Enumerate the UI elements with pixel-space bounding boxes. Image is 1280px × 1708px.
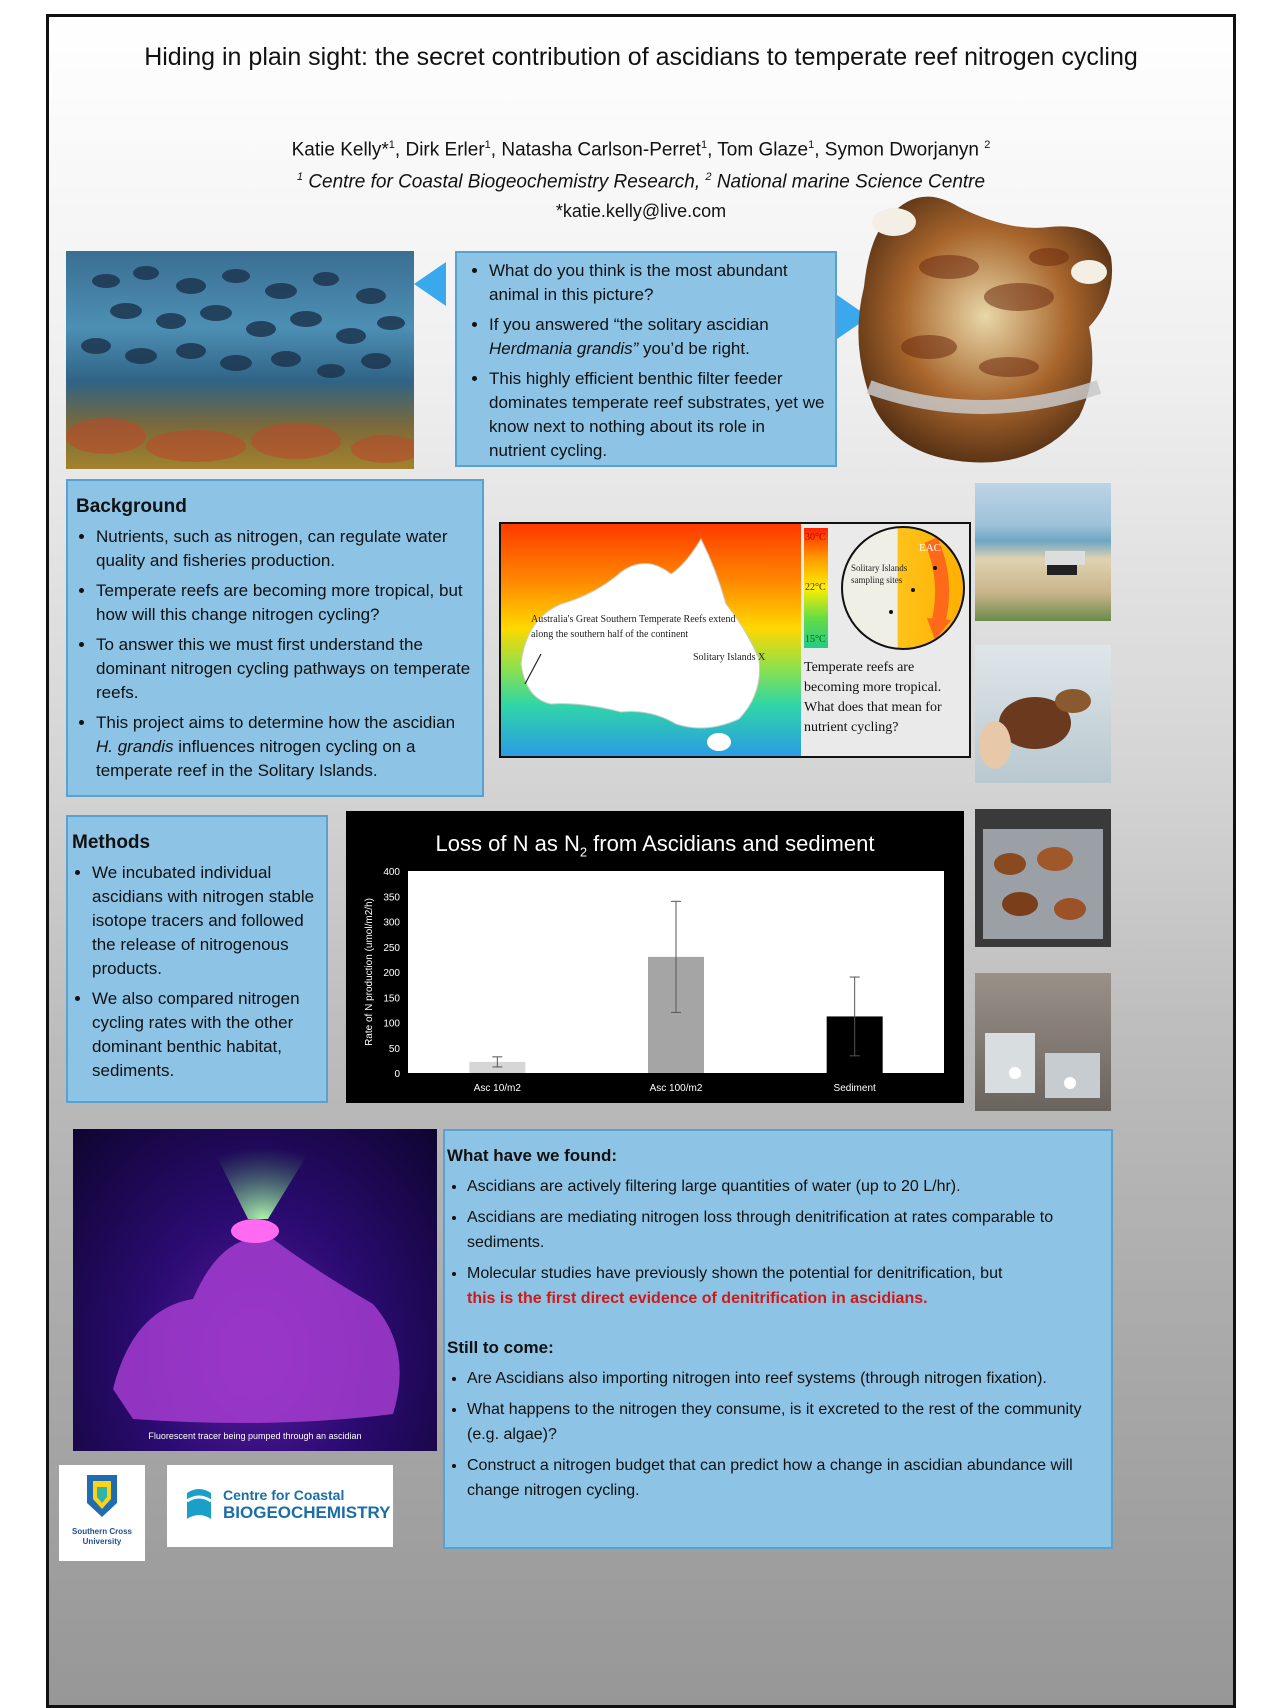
ascidian-graphic [849, 177, 1121, 469]
scu-shield-icon [59, 1465, 145, 1525]
legend-label-30: 30°C [805, 532, 826, 543]
x-tick-label: Sediment [833, 1083, 876, 1094]
author-name: Symon Dworjanyn [824, 139, 979, 161]
author-name: Katie Kelly* [291, 139, 389, 161]
map-caption: Temperate reefs are becoming more tropical. What does that mean for nutrient cycling? [804, 660, 942, 735]
arrow-left-icon [414, 262, 446, 306]
ascidian-photo [849, 177, 1121, 469]
y-tick-label: 150 [383, 993, 400, 1005]
boat-graphic [975, 483, 1111, 621]
y-tick-label: 250 [383, 942, 400, 954]
poster [46, 14, 1236, 1708]
y-tick-label: 300 [383, 917, 400, 929]
scu-logo-text: Southern Cross University [71, 1527, 132, 1546]
key-finding-highlight: this is the first direct evidence of denitrification in ascidians. [467, 1290, 928, 1307]
chart-title-main: Loss of N as N [435, 831, 580, 856]
fluorescent-tracer-graphic [73, 1129, 437, 1451]
reef-label: Australia's Great Southern Temperate Reefs extend along the southern half of the continent [531, 614, 736, 640]
fluorescent-tracer-photo [73, 1129, 437, 1451]
author-name: Dirk Erler [405, 139, 485, 161]
poster-title: Hiding in plain sight: the secret contribution of ascidians to temperate reef nitrogen cycling [144, 43, 1138, 71]
chart-title-subscript: 2 [579, 844, 588, 860]
author-affil-sup: 1 [484, 139, 491, 151]
chart-title-rest: from Ascidians and sediment [587, 831, 875, 856]
species-name: H. grandis [96, 737, 174, 756]
n2-loss-chart [346, 811, 964, 1103]
findings-box [443, 1129, 1113, 1549]
future-bullet: • Are Ascidians also importing nitrogen into reef systems (through nitrogen fixation). [467, 1366, 1103, 1391]
y-tick-label: 400 [383, 867, 400, 878]
chart-plot [346, 811, 964, 1103]
x-tick-label: Asc 10/m2 [473, 1083, 521, 1094]
fish-school-graphic [66, 251, 414, 469]
affil-sup: 1 [296, 171, 304, 183]
findings-heading: What have we found: [447, 1146, 617, 1165]
lab-setup-photo [975, 973, 1111, 1111]
y-tick-label: 50 [388, 1043, 400, 1055]
author-affil-sup: 1 [808, 139, 815, 151]
intro-box [455, 251, 837, 467]
ccb-wave-icon [167, 1465, 217, 1547]
author-affil-sup: 1 [700, 139, 708, 151]
findings-bullet: • Ascidians are mediating nitrogen loss through denitrification at rates comparable to sediments. [467, 1205, 1103, 1255]
site-x-marker: X [758, 652, 766, 663]
findings-bullet [467, 1261, 1103, 1311]
ccb-logo-line1: Centre for Coastal [223, 1487, 345, 1503]
methods-heading: Methods [72, 832, 151, 853]
ccb-logo [167, 1465, 393, 1547]
affil-name: Centre for Coastal Biogeochemistry Research, [308, 171, 701, 193]
author-name: Tom Glaze [717, 139, 809, 161]
sst-map-figure [499, 522, 971, 758]
scu-logo [59, 1465, 145, 1561]
affil-name: National marine Science Centre [716, 171, 986, 193]
background-bullet-text: influences nitrogen cycling on a temperate reef in the Solitary Islands. [96, 737, 416, 780]
y-axis-label: Rate of N production (umol/m2/h) [364, 898, 375, 1046]
y-tick-label: 0 [394, 1069, 400, 1080]
background-box [66, 479, 484, 797]
future-bullet: • Construct a nitrogen budget that can predict how a change in ascidian abundance will change nitrogen cycling. [467, 1453, 1103, 1503]
solitary-islands-text: Solitary Islands [693, 652, 756, 663]
future-bullet: • What happens to the nitrogen they consume, is it excreted to the rest of the community (e.g. algae)? [467, 1397, 1103, 1447]
intro-bullet: • What do you think is the most abundant animal in this picture? [489, 259, 825, 307]
intro-bullet: • This highly efficient benthic filter feeder dominates temperate reef substrates, yet we know next to nothing about its role in nutrient cycling. [489, 367, 825, 463]
eac-current-arrow [843, 528, 965, 650]
solitary-islands-label [693, 652, 765, 663]
y-tick-label: 350 [383, 892, 400, 904]
background-heading: Background [76, 496, 187, 517]
author-affil-sup: 1 [388, 139, 395, 151]
intro-bullet-text: you’d be right. [638, 339, 750, 358]
ascidian-in-hand-photo [975, 645, 1111, 783]
ascidian-in-hand-graphic [975, 645, 1111, 783]
sst-map [501, 524, 801, 756]
y-tick-label: 200 [383, 968, 400, 979]
fish-school-photo [66, 251, 414, 469]
methods-bullet: • We also compared nitrogen cycling rates with the other dominant benthic habitat, sediments. [92, 987, 318, 1083]
author-list: Katie Kelly*$^1$, Dirk Erler$^1$, Natasha Carlson-Perret$^1$, Tom Glaze$^1$, Symon Dworjanyn $^2$ [291, 139, 991, 161]
legend-label-22: 22°C [805, 582, 826, 593]
incubation-tank-photo [975, 809, 1111, 947]
author-affil-sup: 2 [984, 139, 991, 151]
intro-bullet-text: If you answered “the solitary ascidian [489, 315, 769, 334]
lab-setup-graphic [975, 973, 1111, 1111]
y-tick-label: 100 [383, 1018, 400, 1030]
background-bullet: • To answer this we must first understand the dominant nitrogen cycling pathways on temperate reefs. [96, 633, 474, 705]
methods-bullet: • We incubated individual ascidians with nitrogen stable isotope tracers and followed the release of nitrogenous products. [92, 861, 318, 981]
sampling-sites-label: Solitary Islands sampling sites [851, 563, 908, 585]
ccb-logo-line2: BIOGEOCHEMISTRY [223, 1503, 391, 1522]
affil-sup: 2 [705, 171, 712, 183]
x-tick-label: Asc 100/m2 [649, 1083, 703, 1094]
incubation-tank-graphic [975, 809, 1111, 947]
background-bullet: • Nutrients, such as nitrogen, can regulate water quality and fisheries production. [96, 525, 474, 573]
species-name: Herdmania grandis” [489, 339, 639, 358]
author-name: Natasha Carlson-Perret [501, 139, 701, 161]
legend-label-15: 15°C [805, 634, 826, 645]
still-to-come-heading: Still to come: [447, 1338, 554, 1357]
beach-boat-photo [975, 483, 1111, 621]
findings-bullet: • Ascidians are actively filtering large quantities of water (up to 20 L/hr). [467, 1174, 1103, 1199]
inset-map [841, 526, 965, 650]
eac-label: EAC [919, 542, 941, 554]
intro-bullet [489, 313, 825, 361]
fluorescent-caption: Fluorescent tracer being pumped through an ascidian [148, 1431, 362, 1441]
background-bullet [96, 711, 474, 783]
methods-box [66, 815, 328, 1103]
background-bullet-text: This project aims to determine how the ascidian [96, 713, 456, 732]
contact-email: *katie.kelly@live.com [555, 201, 727, 221]
findings-bullet-text: Molecular studies have previously shown the potential for denitrification, but [467, 1265, 1003, 1282]
background-bullet: • Temperate reefs are becoming more tropical, but how will this change nitrogen cycling? [96, 579, 474, 627]
